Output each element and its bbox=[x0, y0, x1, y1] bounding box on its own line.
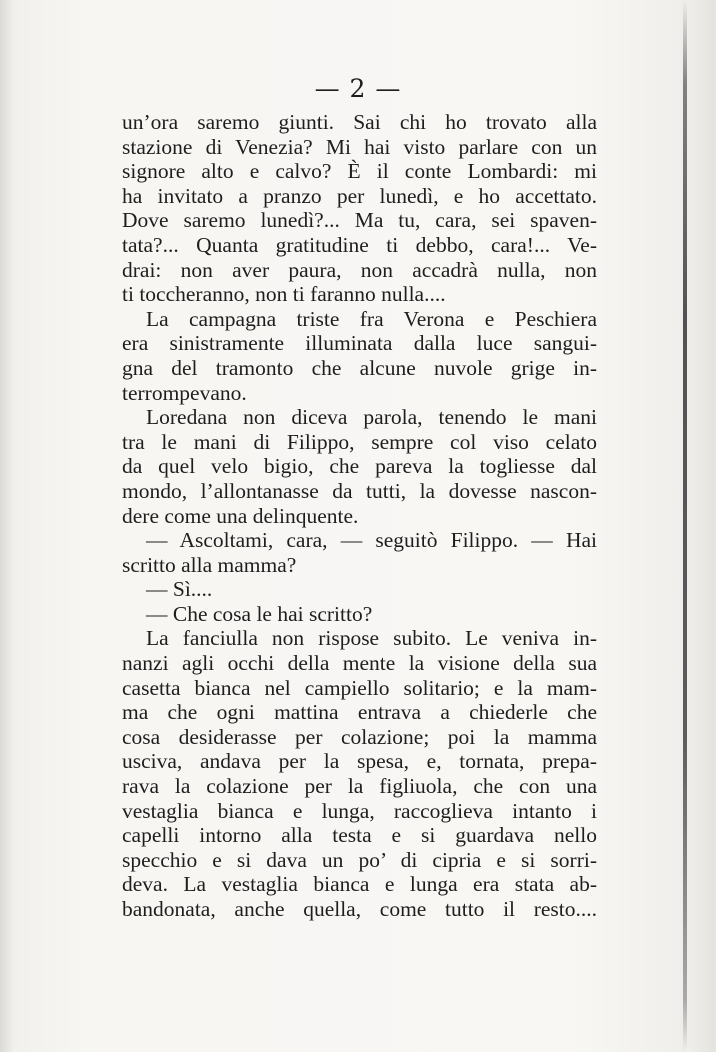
text-line: era sinistramente illuminata dalla luce sangui- bbox=[122, 331, 597, 356]
text-line: Loredana non diceva parola, tenendo le mani bbox=[146, 405, 597, 430]
text-line: — Ascoltami, cara, — seguitò Filippo. — Hai bbox=[146, 528, 597, 553]
text-line: stazione di Venezia? Mi hai visto parlare con un bbox=[122, 134, 597, 159]
text-line: un’ora saremo giunti. Sai chi ho trovato alla bbox=[122, 110, 597, 134]
text-line: specchio e si dava un po’ di cipria e si sorri- bbox=[122, 847, 597, 872]
text-line: gna del tramonto che alcune nuvole grige in- bbox=[122, 355, 597, 380]
text-line: — Che cosa le hai scritto? bbox=[146, 601, 373, 626]
text-line: scritto alla mamma? bbox=[122, 552, 297, 577]
text-line: drai: non aver paura, non accadrà nulla, non bbox=[122, 257, 597, 282]
text-line: capelli intorno alla testa e si guardava nello bbox=[122, 823, 597, 848]
text-line: — Sì.... bbox=[146, 577, 213, 602]
text-line: signore alto e calvo? È il conte Lombardi: mi bbox=[122, 159, 597, 184]
page-edge-shadow bbox=[0, 0, 14, 1052]
text-line: tra le mani di Filippo, sempre col viso celato bbox=[122, 429, 597, 454]
text-line: La fanciulla non rispose subito. Le veniva in- bbox=[146, 626, 597, 651]
page-number: — 2 — bbox=[314, 74, 402, 103]
text-line: bandonata, anche quella, come tutto il resto.... bbox=[122, 897, 597, 921]
text-line: ma che ogni mattina entrava a chiederle che bbox=[122, 700, 597, 725]
text-line: La campagna triste fra Verona e Peschiera bbox=[146, 306, 597, 331]
text-line: usciva, andava per la spesa, e, tornata, prepa- bbox=[122, 749, 597, 774]
text-line: mondo, l’allontanasse da tutti, la dovesse nascon- bbox=[122, 478, 597, 503]
text-line: tata?... Quanta gratitudine ti debbo, cara!... Ve- bbox=[122, 232, 597, 257]
text-line: dere come una delinquente. bbox=[122, 503, 359, 528]
text-line: ti toccheranno, non ti faranno nulla.... bbox=[122, 282, 446, 307]
text-line: ha invitato a pranzo per lunedì, e ho accettato. bbox=[122, 183, 597, 208]
text-line: deva. La vestaglia bianca e lunga era stata ab- bbox=[122, 872, 597, 897]
text-line: Dove saremo lunedì?... Ma tu, cara, sei spaven- bbox=[122, 208, 597, 233]
text-line: rava la colazione per la figliuola, che con una bbox=[122, 774, 597, 799]
text-line: da quel velo bigio, che pareva la togliesse dal bbox=[122, 454, 597, 479]
text-line: cosa desiderasse per colazione; poi la mamma bbox=[122, 724, 597, 749]
text-line: casetta bianca nel campiello solitario; e la mam- bbox=[122, 675, 597, 700]
book-spine-shadow bbox=[683, 0, 687, 1052]
text-line: vestaglia bianca e lunga, raccoglieva intanto i bbox=[122, 798, 597, 823]
text-line: terrompevano. bbox=[122, 380, 247, 405]
body-text bbox=[122, 110, 597, 922]
text-line: nanzi agli occhi della mente la visione della sua bbox=[122, 651, 597, 676]
